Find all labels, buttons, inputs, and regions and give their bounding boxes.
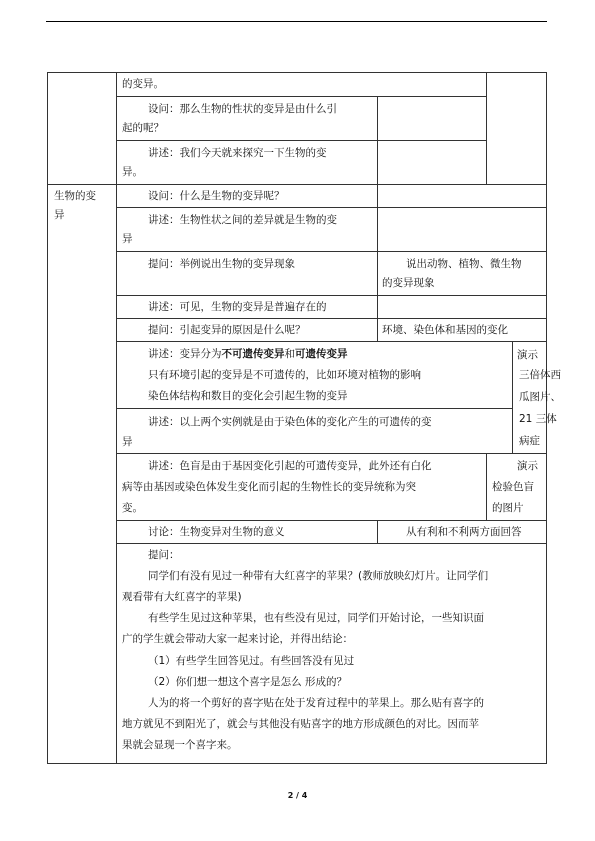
row8-student-text: 环境、染色体和基因的变化 (382, 324, 508, 336)
row3-main (116, 140, 378, 185)
media-line2: 三倍体西 (519, 369, 561, 381)
row5-main (116, 207, 378, 252)
row9-main (116, 341, 513, 409)
row9-media (512, 341, 561, 454)
row7-student (377, 295, 547, 319)
row13-line1: 提问： (148, 549, 180, 561)
row3-line1: 讲述：我们今天就来探究一下生物的变 (148, 147, 327, 159)
row9-line1: 讲述：变异分为不可遗传变异和可遗传变异 (148, 348, 348, 360)
row5-student (377, 207, 547, 252)
row5-line1: 讲述：生物性状之间的差异就是生物的变 (148, 214, 337, 226)
row8-main (116, 318, 378, 342)
media-line2-2: 检验色盲 (492, 481, 534, 493)
row6-student-line2: 的变异现象 (382, 277, 435, 289)
section-label-line1: 生物的变 (54, 190, 96, 202)
media-line5: 病症 (519, 435, 540, 447)
row13-line3: 观看带有大红喜字的苹果) (122, 591, 242, 603)
row10-main (116, 408, 513, 454)
media-demo-label: 演示 (517, 349, 538, 361)
row13-line8: 人为的将一个剪好的喜字贴在处于发育过程中的苹果上。那么贴有喜字的 (148, 697, 484, 709)
row3-line2: 异。 (122, 166, 143, 178)
term-non-heritable: 不可遗传变异 (221, 348, 285, 360)
row2-line1: 设问：那么生物的性状的变异是由什么引 (148, 103, 337, 115)
left-cell-section (47, 184, 117, 764)
row6-teacher-text: 提问：举例说出生物的变异现象 (148, 258, 295, 270)
row1-text: 的变异。 (122, 78, 164, 90)
row6-student (377, 251, 547, 296)
row10-line2: 异 (122, 436, 133, 448)
media-line3-2: 的图片 (492, 502, 524, 514)
row13-line5: 广的学生就会带动大家一起来讨论，并得出结论： (122, 633, 353, 645)
row11-main (116, 453, 487, 521)
term-heritable: 可遗传变异 (295, 348, 348, 360)
row11-line2: 病等由基因或染色体发生变化而引起的生物性长的变异统称为突 (122, 481, 416, 493)
left-cell-top (47, 72, 117, 185)
row13-line9: 地方就见不到阳光了，就会与其他没有贴喜字的地方形成颜色的对比。因而苹 (122, 718, 479, 730)
row13-main (116, 543, 547, 764)
media-line3: 瓜图片、 (519, 391, 561, 403)
row12-student-text: 从有利和不利两方面回答 (406, 526, 522, 538)
row12-teacher-text: 讨论：生物变异对生物的意义 (148, 526, 285, 538)
row12-student (377, 520, 547, 544)
row7-text: 讲述：可见，生物的变异是普遍存在的 (148, 301, 327, 313)
row9-line3: 染色体结构和数目的变化会引起生物的变异 (148, 390, 348, 402)
row5-line2: 异 (122, 233, 133, 245)
media-demo-label-2: 演示 (517, 460, 538, 472)
row10-line1: 讲述：以上两个实例就是由于染色体的变化产生的可遗传的变 (148, 416, 432, 428)
page-number: 2 / 4 (287, 791, 308, 800)
media-line4: 21 三体 (519, 413, 557, 425)
row13-line4: 有些学生见过这种苹果，也有些没有见过，同学们开始讨论，一些知识面 (148, 612, 484, 624)
header-rule (46, 21, 547, 22)
row7-main (116, 295, 378, 319)
row9-line2: 只有环境引起的变异是不可遗传的，比如环境对植物的影响 (148, 369, 421, 381)
row11-media (486, 453, 547, 521)
row11-line1: 讲述：色盲是由于基因变化引起的可遗传变异，此外还有白化 (148, 460, 432, 472)
row2-student (377, 96, 487, 141)
row4-main (116, 184, 378, 208)
row13-line7: （2）你们想一想这个喜字是怎么 形成的？ (148, 676, 348, 688)
row4-text: 设问：什么是生物的变异呢？ (148, 190, 285, 202)
row6-main (116, 251, 378, 296)
row8-teacher-text: 提问：引起变异的原因是什么呢？ (148, 324, 306, 336)
row1-right (486, 72, 547, 185)
row11-line3: 变。 (122, 502, 143, 514)
row13-line2: 同学们有没有见过一种带有大红喜字的苹果？(教师放映幻灯片。让同学们 (148, 570, 489, 582)
row12-main (116, 520, 378, 544)
row13-line6: （1）有些学生回答见过。有些回答没有见过 (148, 655, 355, 667)
row1-main (116, 72, 487, 97)
row13-line10: 果就会显现一个喜字来。 (122, 739, 238, 751)
section-label-line2: 异 (54, 209, 65, 221)
row2-main (116, 96, 378, 141)
row4-student (377, 184, 547, 208)
row8-student (377, 318, 547, 342)
row2-line2: 起的呢？ (122, 122, 164, 134)
row6-student-line1: 说出动物、植物、微生物 (406, 258, 522, 270)
row3-student (377, 140, 487, 185)
